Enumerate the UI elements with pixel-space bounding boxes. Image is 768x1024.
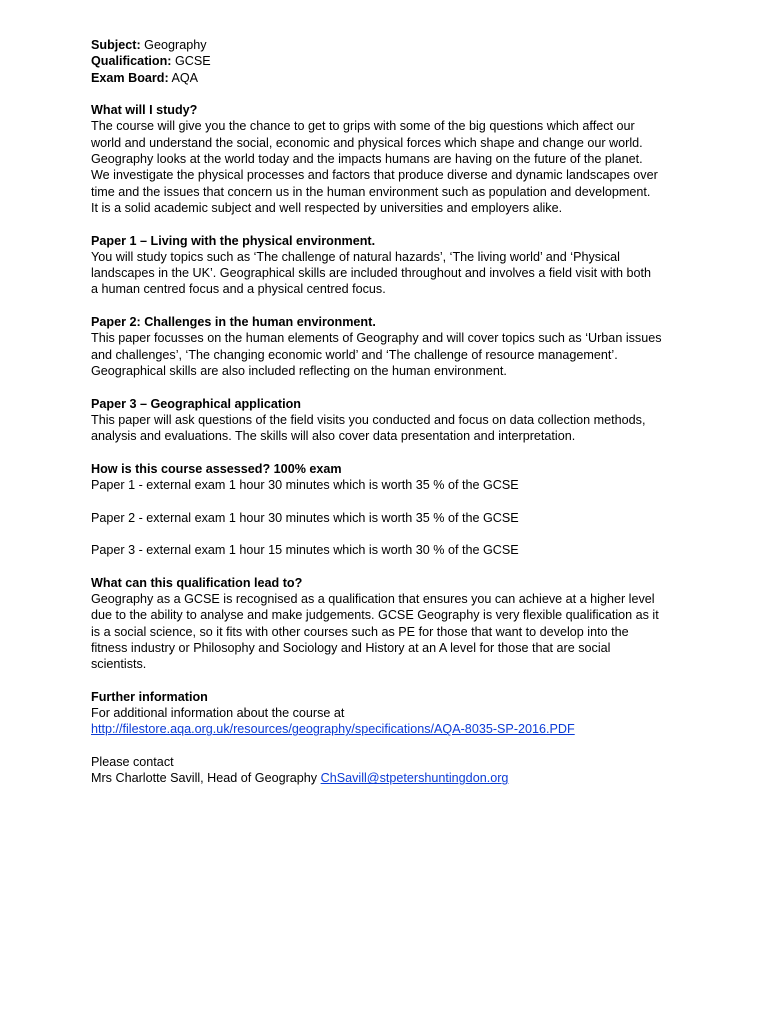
qualification-line <box>91 53 681 69</box>
assessment-heading: How is this course assessed? 100% exam <box>91 461 342 476</box>
qualification-value: GCSE <box>171 54 211 69</box>
document-page <box>91 37 681 787</box>
contact-prompt: Please contact <box>91 755 174 770</box>
paper1-heading: Paper 1 – Living with the physical environment. <box>91 233 376 248</box>
paper2-text-line: Geographical skills are also included reflecting on the human environment. <box>91 363 507 378</box>
paper1-text-line: a human centred focus and a physical centred focus. <box>91 282 386 297</box>
study-text-line: It is a solid academic subject and well respected by universities and employers alike. <box>91 200 563 215</box>
lead-heading: What can this qualification lead to? <box>91 575 303 590</box>
further-info-heading: Further information <box>91 689 208 704</box>
paper3-heading: Paper 3 – Geographical application <box>91 396 301 411</box>
assessment-item-paper3: Paper 3 - external exam 1 hour 15 minutes which is worth 30 % of the GCSE <box>91 543 519 558</box>
contact-email-link[interactable]: ChSavill@stpetershuntingdon.org <box>320 771 509 786</box>
assessment-item-paper1: Paper 1 - external exam 1 hour 30 minutes which is worth 35 % of the GCSE <box>91 478 519 493</box>
paper1-text-line: landscapes in the UK’. Geographical skills are included throughout and involves a field visit with both <box>91 266 652 281</box>
specification-link[interactable]: http://filestore.aqa.org.uk/resources/geography/specifications/AQA-8035-SP-2016.PDF <box>91 722 575 737</box>
subject-value: Geography <box>140 38 207 52</box>
assessment-item-paper2: Paper 2 - external exam 1 hour 30 minutes which is worth 35 % of the GCSE <box>91 510 519 525</box>
exam-board-line <box>91 70 681 86</box>
paper2-text-line: and challenges’, ‘The changing economic world’ and ‘The challenge of resource management’. <box>91 347 618 362</box>
subject-label: Subject: <box>91 38 141 52</box>
paper2-heading: Paper 2: Challenges in the human environment. <box>91 315 376 330</box>
paper2-text-line: This paper focusses on the human elements of Geography and will cover topics such as ‘Urban issues <box>91 331 662 346</box>
contact-name: Mrs Charlotte Savill, Head of Geography <box>91 771 321 786</box>
lead-text-line: due to the ability to analyse and make judgements. GCSE Geography is very flexible qualification as it <box>91 608 659 623</box>
lead-text-line: Geography as a GCSE is recognised as a qualification that ensures you can achieve at a higher level <box>91 592 655 607</box>
lead-text-line: is a social science, so it fits with other courses such as PE for those that want to develop into the <box>91 624 629 639</box>
contact-line <box>91 770 681 786</box>
study-text-line: Geography looks at the world today and the impacts humans are having on the future of the planet. <box>91 152 643 167</box>
qualification-label: Qualification: <box>91 54 172 69</box>
paper3-text-line: analysis and evaluations. The skills will also cover data presentation and interpretation. <box>91 429 576 444</box>
lead-text-line: fitness industry or Philosophy and Sociology and History at an A level for those that are social <box>91 640 611 655</box>
subject-line <box>91 37 681 53</box>
paper1-text-line: You will study topics such as ‘The challenge of natural hazards’, ‘The living world’ and ‘Physical <box>91 249 620 264</box>
study-heading: What will I study? <box>91 103 198 118</box>
exam-board-label: Exam Board: <box>91 70 169 85</box>
lead-text-line: scientists. <box>91 657 147 672</box>
paper3-text-line: This paper will ask questions of the field visits you conducted and focus on data collection methods, <box>91 412 646 427</box>
study-text-line: time and the issues that concern us in the human environment such as population and development. <box>91 184 651 199</box>
study-text-line: The course will give you the chance to get to grips with some of the big questions which affect our <box>91 119 635 134</box>
further-info-intro: For additional information about the course at <box>91 706 345 721</box>
study-text-line: We investigate the physical processes and factors that produce diverse and dynamic landscapes over <box>91 168 658 183</box>
exam-board-value: AQA <box>168 70 199 85</box>
study-text-line: world and understand the social, economic and physical forces which shape and change our world. <box>91 135 643 150</box>
